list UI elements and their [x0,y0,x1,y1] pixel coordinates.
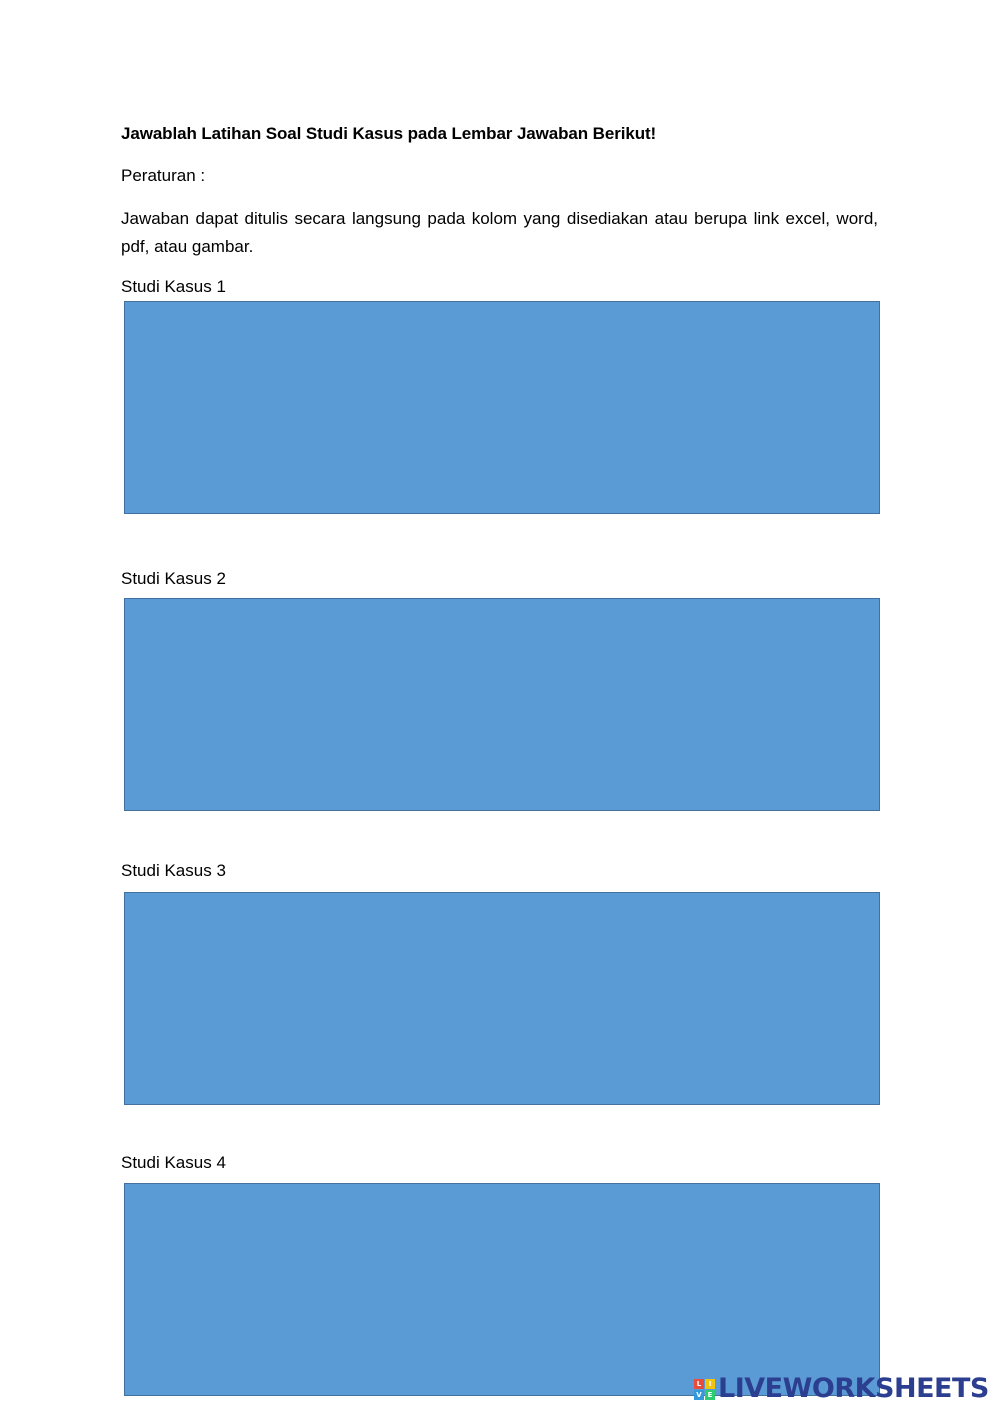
case-label-2: Studi Kasus 2 [121,569,226,588]
answer-box-case-1[interactable] [124,301,880,514]
liveworksheets-logo [694,1374,989,1404]
case-label-3: Studi Kasus 3 [121,861,226,880]
case-label-4: Studi Kasus 4 [121,1153,226,1172]
worksheet-title: Jawablah Latihan Soal Studi Kasus pada Lembar Jawaban Berikut! [121,124,657,143]
answer-box-case-2[interactable] [124,598,880,811]
logo-mark-cell: V [694,1390,704,1400]
logo-mark-cell: E [705,1390,715,1400]
answer-box-case-4[interactable] [124,1183,880,1396]
answer-box-case-3[interactable] [124,892,880,1105]
logo-mark-cell: I [705,1379,715,1389]
logo-text: LIVEWORKSHEETS [718,1373,989,1404]
logo-mark-icon [694,1379,715,1400]
case-label-1: Studi Kasus 1 [121,277,226,296]
logo-mark-cell: L [694,1379,704,1389]
rules-text: Jawaban dapat ditulis secara langsung pada kolom yang disediakan atau berupa link excel, word, pdf, atau gambar. [121,209,878,256]
rules-label: Peraturan : [121,166,206,185]
